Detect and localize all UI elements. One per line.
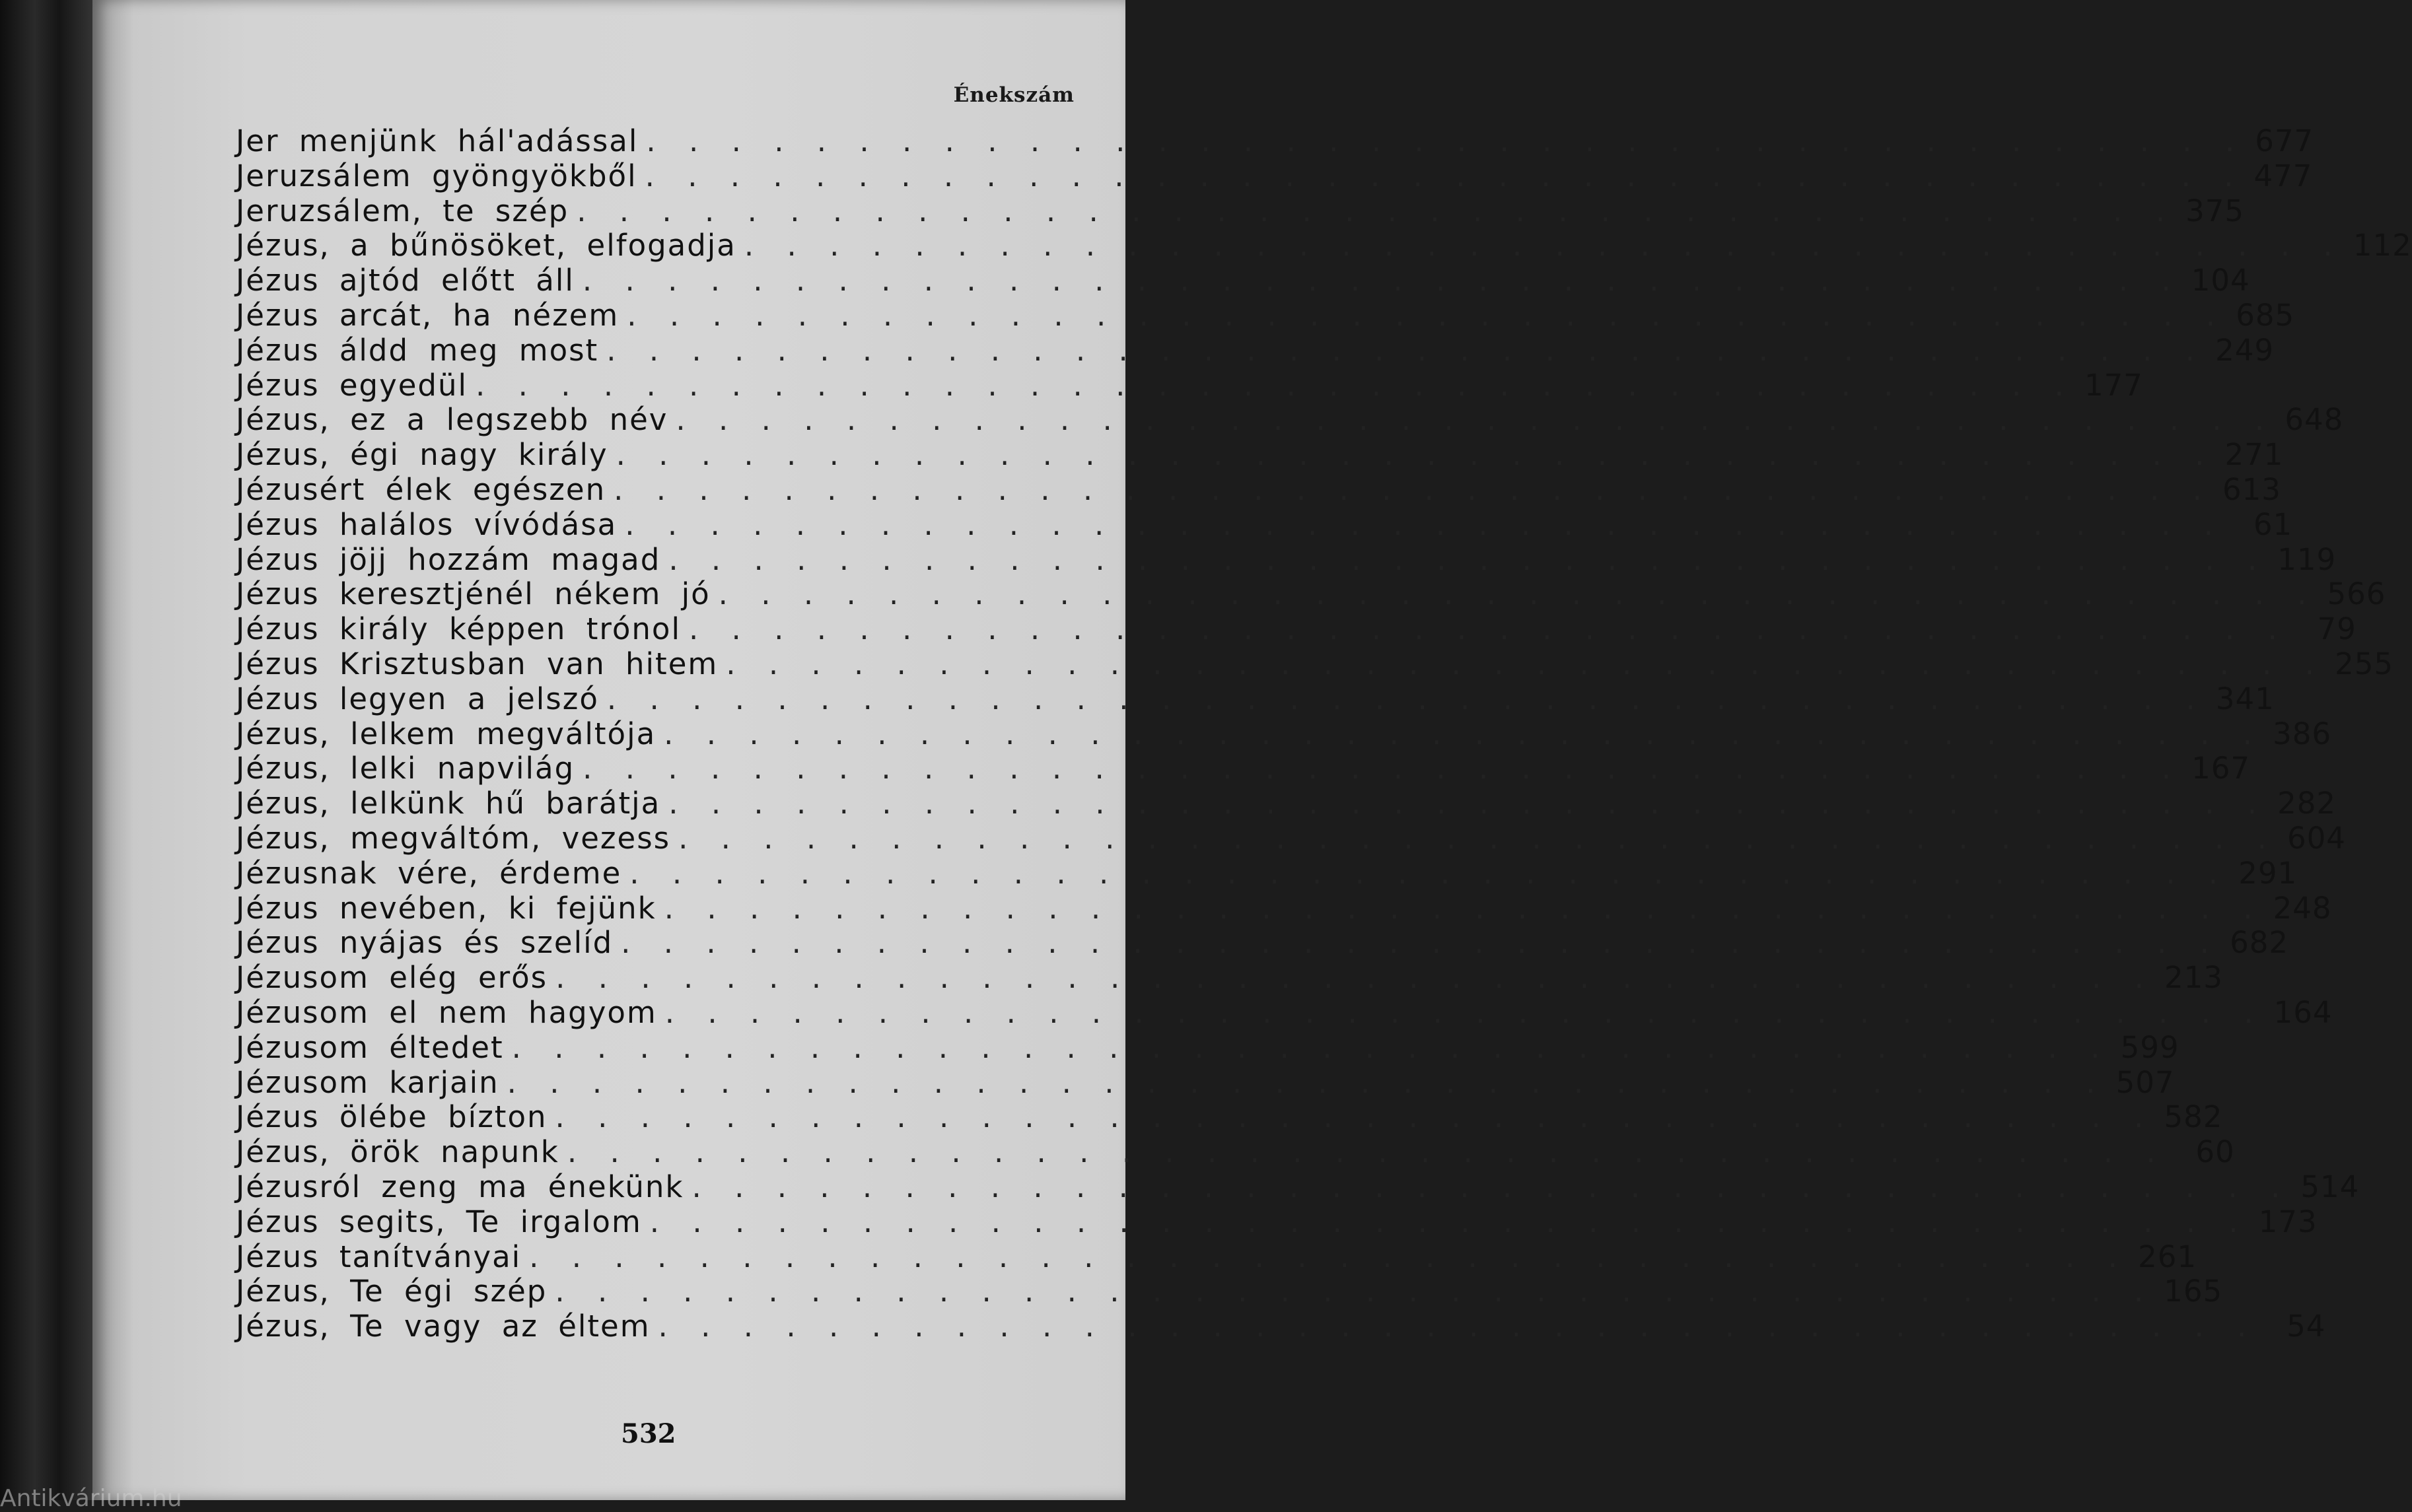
- dot-leader: [692, 1170, 2292, 1205]
- index-entry: [236, 1169, 2360, 1205]
- entry-song-number: 60: [2195, 1134, 2235, 1170]
- entry-title: Jézus Krisztusban van hitem: [236, 646, 719, 681]
- index-entry: [236, 960, 2223, 996]
- dot-leader: [689, 612, 2289, 647]
- index-entry: [236, 1239, 2197, 1275]
- index-entry: [236, 1029, 2180, 1066]
- entry-song-number: 682: [2230, 925, 2288, 961]
- entry-song-number: 79: [2317, 611, 2357, 647]
- entry-title: Jézus király képpen trónol: [236, 611, 681, 647]
- entry-title: Jézus ajtód előtt áll: [236, 263, 575, 298]
- index-entry: [236, 506, 2293, 543]
- dot-leader: [555, 1274, 2155, 1309]
- index-entry: [236, 1134, 2235, 1170]
- dot-leader: [625, 508, 2225, 543]
- entry-title: Jézus nyájas és szelíd: [236, 925, 614, 961]
- entry-title: Jézus nevében, ki fejünk: [236, 890, 656, 926]
- dot-leader: [664, 717, 2264, 752]
- entry-song-number: 261: [2138, 1239, 2197, 1274]
- index-entry: [236, 576, 2386, 612]
- index-entry: [236, 786, 2337, 821]
- hymn-index-list: [236, 123, 2412, 1344]
- dot-leader: [616, 438, 2217, 473]
- dot-leader: [476, 368, 2076, 403]
- entry-song-number: 677: [2255, 123, 2314, 158]
- entry-song-number: 167: [2191, 751, 2250, 786]
- entry-song-number: 604: [2287, 820, 2346, 856]
- index-entry: [236, 681, 2275, 717]
- dot-leader: [607, 682, 2207, 717]
- page-number: 532: [621, 1418, 676, 1449]
- index-entry: [236, 994, 2333, 1031]
- index-entry: [236, 297, 2295, 333]
- entry-title: Jézusom el nem hagyom: [236, 994, 657, 1030]
- index-entry: [236, 925, 2288, 961]
- index-entry: [236, 1309, 2326, 1344]
- entry-song-number: 164: [2273, 994, 2333, 1030]
- index-entry: [236, 1204, 2318, 1240]
- index-entry: [236, 158, 2313, 194]
- entry-song-number: 61: [2253, 506, 2293, 542]
- entry-title: Jézus, a bűnösöket, elfogadja: [236, 228, 736, 263]
- index-entry: [236, 263, 2250, 298]
- entry-title: Jézus áldd meg most: [236, 332, 599, 368]
- entry-title: Jézus segits, Te irgalom: [236, 1204, 642, 1239]
- entry-song-number: 648: [2285, 402, 2344, 438]
- index-entry: [236, 611, 2357, 647]
- column-header-song-number: Énekszám: [953, 83, 1075, 107]
- entry-title: Jézus keresztjénél nékem jó: [236, 576, 711, 612]
- dot-leader: [658, 1309, 2259, 1344]
- dot-leader: [583, 751, 2183, 786]
- index-entry: [236, 820, 2346, 856]
- dot-leader: [621, 926, 2221, 961]
- entry-title: Jeruzsálem gyöngyökből: [236, 158, 637, 193]
- dot-leader: [507, 1066, 2108, 1101]
- entry-song-number: 271: [2224, 437, 2284, 473]
- dot-leader: [665, 996, 2265, 1031]
- entry-song-number: 375: [2185, 193, 2245, 228]
- index-entry: [236, 1274, 2223, 1309]
- dot-leader: [512, 1031, 2112, 1066]
- entry-title: Jézus arcát, ha nézem: [236, 297, 620, 333]
- entry-song-number: 566: [2327, 576, 2386, 612]
- entry-title: Jézusom éltedet: [236, 1029, 504, 1065]
- dot-leader: [664, 891, 2265, 926]
- entry-song-number: 104: [2191, 263, 2250, 298]
- dot-leader: [668, 543, 2269, 578]
- watermark-text: Antikvárium.hu: [0, 1485, 182, 1512]
- entry-title: Jézusom karjain: [236, 1064, 499, 1100]
- index-entry: [236, 228, 2412, 263]
- entry-title: Jézus, megváltóm, vezess: [236, 820, 671, 856]
- entry-song-number: 112: [2353, 228, 2412, 263]
- entry-song-number: 599: [2120, 1029, 2180, 1065]
- dot-leader: [646, 124, 2246, 159]
- entry-title: Jézus egyedül: [236, 367, 468, 403]
- index-entry: [236, 890, 2332, 926]
- dot-leader: [629, 856, 2230, 891]
- entry-song-number: 685: [2236, 297, 2295, 333]
- dot-leader: [676, 403, 2276, 438]
- entry-song-number: 119: [2277, 541, 2337, 577]
- entry-title: Jézus halálos vívódása: [236, 506, 618, 542]
- entry-song-number: 341: [2215, 681, 2275, 716]
- dot-leader: [719, 577, 2319, 612]
- dot-leader: [614, 473, 2214, 508]
- dot-leader: [555, 1100, 2156, 1135]
- entry-song-number: 165: [2164, 1274, 2223, 1309]
- index-entry: [236, 332, 2275, 368]
- entry-song-number: 291: [2238, 855, 2298, 891]
- entry-title: Jézus, Te égi szép: [236, 1274, 548, 1309]
- entry-title: Jézus legyen a jelszó: [236, 681, 599, 716]
- index-entry: [236, 471, 2281, 508]
- entry-song-number: 54: [2287, 1309, 2326, 1344]
- dot-leader: [668, 786, 2269, 821]
- entry-song-number: 282: [2277, 786, 2337, 821]
- index-entry: [236, 367, 2143, 403]
- entry-song-number: 582: [2164, 1099, 2223, 1135]
- dot-leader: [627, 298, 2227, 333]
- dot-leader: [645, 159, 2246, 194]
- dot-leader: [650, 1205, 2250, 1240]
- dot-leader: [726, 647, 2326, 682]
- entry-song-number: 249: [2215, 332, 2275, 368]
- entry-title: Jézus, lelkünk hű barátja: [236, 786, 661, 821]
- entry-song-number: 514: [2300, 1169, 2360, 1204]
- entry-title: Jer menjünk hál'adással: [236, 123, 639, 158]
- entry-title: Jézusról zeng ma énekünk: [236, 1169, 684, 1204]
- dot-leader: [529, 1240, 2129, 1275]
- dot-leader: [583, 263, 2183, 298]
- dot-leader: [744, 228, 2345, 263]
- book-binding: [0, 0, 99, 1500]
- dot-leader: [678, 821, 2279, 856]
- index-entry: [236, 123, 2314, 159]
- index-entry: [236, 193, 2245, 229]
- entry-title: Jézus, örök napunk: [236, 1134, 559, 1170]
- entry-title: Jézus, Te vagy az éltem: [236, 1309, 651, 1344]
- entry-song-number: 248: [2273, 890, 2332, 926]
- entry-title: Jézus, lelki napvilág: [236, 751, 575, 786]
- entry-title: Jézus, lelkem megváltója: [236, 716, 656, 751]
- entry-title: Jézus, égi nagy király: [236, 437, 608, 473]
- dot-leader: [567, 1135, 2168, 1170]
- entry-song-number: 507: [2115, 1064, 2175, 1100]
- index-entry: [236, 541, 2337, 578]
- dot-leader: [555, 961, 2156, 996]
- index-entry: [236, 1064, 2175, 1101]
- index-entry: [236, 1099, 2223, 1135]
- index-entry: [236, 646, 2394, 682]
- entry-song-number: 255: [2335, 646, 2394, 681]
- entry-title: Jézus, ez a legszebb név: [236, 402, 668, 438]
- entry-title: Jézusért élek egészen: [236, 471, 606, 507]
- dot-leader: [577, 194, 2177, 229]
- dot-leader: [606, 333, 2207, 368]
- entry-song-number: 386: [2273, 716, 2331, 751]
- entry-song-number: 177: [2084, 367, 2143, 403]
- entry-title: Jeruzsálem, te szép: [236, 193, 569, 228]
- entry-title: Jézus tanítványai: [236, 1239, 522, 1274]
- entry-title: Jézus ölébe bízton: [236, 1099, 548, 1135]
- entry-title: Jézusnak vére, érdeme: [236, 855, 622, 891]
- entry-song-number: 213: [2164, 960, 2223, 996]
- index-entry: [236, 437, 2284, 473]
- entry-song-number: 613: [2222, 471, 2281, 507]
- entry-song-number: 173: [2258, 1204, 2318, 1239]
- entry-title: Jézusom elég erős: [236, 960, 548, 996]
- entry-song-number: 477: [2253, 158, 2313, 193]
- index-entry: [236, 751, 2250, 786]
- entry-title: Jézus jöjj hozzám magad: [236, 541, 661, 577]
- index-entry: [236, 402, 2344, 438]
- index-entry: [236, 716, 2331, 752]
- index-entry: [236, 855, 2298, 891]
